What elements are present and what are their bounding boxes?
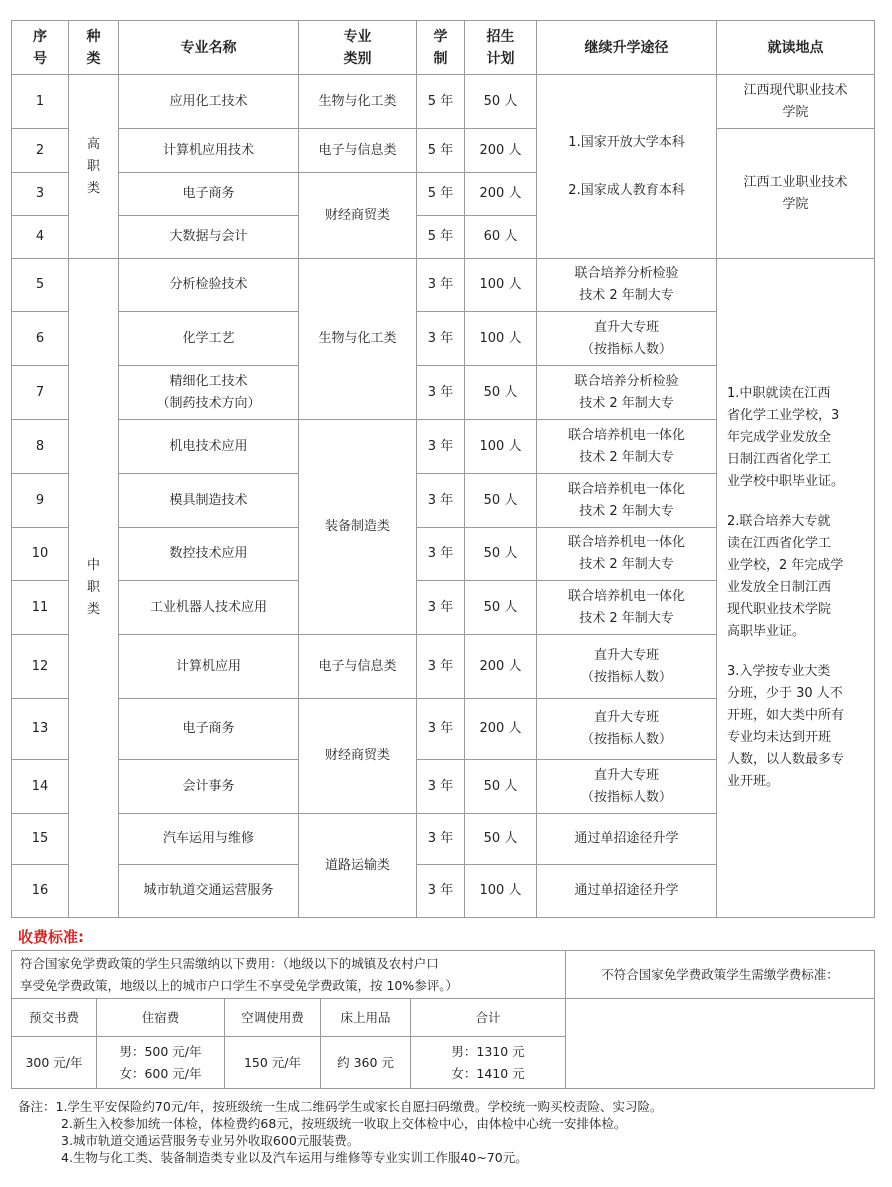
row-name: 化学工艺 [119,312,299,366]
row-plan: 60 人 [465,216,537,259]
secondary-location-line: 省化学工业学校，3 [727,408,840,423]
row-no: 15 [12,814,69,865]
header-years: 学 制 [417,21,465,75]
row-years: 3 年 [417,699,465,760]
row-years: 5 年 [417,216,465,259]
secondary-location-line: 1.中职就读在江西 [727,386,831,401]
val-dorm: 男：500 元/年 女：600 元/年 [97,1037,225,1089]
row-plan: 200 人 [465,173,537,216]
row-plan: 200 人 [465,635,537,699]
fee-header-row [12,999,875,1037]
row-name: 会计事务 [119,760,299,814]
table-header-row [12,21,875,75]
row-name: 工业机器人技术应用 [119,581,299,635]
note-2: 2.新生入校参加统一体检，体检费约68元，按班级统一收取上交体检中心，由体检中心统一安排体检。 [61,1116,627,1131]
row-no: 14 [12,760,69,814]
col-total: 合计 [411,999,566,1037]
row-path: 联合培养分析检验 技术 2 年制大专 [537,366,717,420]
row-name: 电子商务 [119,173,299,216]
row-path: 直升大专班 （按指标人数） [537,760,717,814]
secondary-location-line: 2.联合培养大专就 [727,514,831,529]
val-total: 男：1310 元 女：1410 元 [411,1037,566,1089]
secondary-location-line: 专业均未达到开班 [727,730,832,745]
row-years: 5 年 [417,129,465,173]
val-bedding: 约 360 元 [321,1037,411,1089]
row-years: 5 年 [417,173,465,216]
row-no: 10 [12,528,69,581]
secondary-location [717,259,875,918]
row-name: 计算机应用技术 [119,129,299,173]
row-no: 2 [12,129,69,173]
row-no: 9 [12,474,69,528]
secondary-location-line [727,643,874,661]
row-years: 3 年 [417,259,465,312]
row-no: 4 [12,216,69,259]
row-years: 3 年 [417,635,465,699]
row-name: 机电技术应用 [119,420,299,474]
row-plan: 50 人 [465,760,537,814]
row-name: 计算机应用 [119,635,299,699]
row-path: 通过单招途径升学 [537,865,717,918]
row-years: 3 年 [417,760,465,814]
row-plan: 200 人 [465,699,537,760]
row-name: 分析检验技术 [119,259,299,312]
extra-fee [566,999,875,1089]
row-years: 3 年 [417,312,465,366]
row-name: 汽车运用与维修 [119,814,299,865]
row-name: 精细化工技术 （制药技术方向） [119,366,299,420]
row-name: 数控技术应用 [119,528,299,581]
table-row [12,259,875,312]
row-no: 5 [12,259,69,312]
table-row [12,75,875,129]
row-category: 财经商贸类 [299,699,417,814]
secondary-location-line [727,493,874,511]
fee-desc-row [12,951,875,999]
row-category: 道路运输类 [299,814,417,918]
row-path: 通过单招途径升学 [537,814,717,865]
row-no: 8 [12,420,69,474]
header-path: 继续升学途径 [537,21,717,75]
location-2: 江西工业职业技术 学院 [717,129,875,259]
row-plan: 50 人 [465,474,537,528]
row-no: 6 [12,312,69,366]
row-plan: 100 人 [465,259,537,312]
row-no: 11 [12,581,69,635]
row-plan: 200 人 [465,129,537,173]
secondary-location-line: 分班，少于 30 人不 [727,686,843,701]
row-no: 1 [12,75,69,129]
row-path: 直升大专班 （按指标人数） [537,635,717,699]
row-name: 城市轨道交通运营服务 [119,865,299,918]
note-1: 备注：1.学生平安保险约70元/年，按班级统一生成二维码学生或家长自愿扫码缴费。学校统一购买校责险、实习险。 [18,1099,663,1114]
row-path: 直升大专班 （按指标人数） [537,699,717,760]
col-books: 预交书费 [12,999,97,1037]
secondary-location-line: 业学校，2 年完成学 [727,558,844,573]
row-no: 12 [12,635,69,699]
header-plan: 招生 计划 [465,21,537,75]
row-plan: 50 人 [465,75,537,129]
secondary-location-line: 业学校中职毕业证。 [727,474,845,489]
row-path: 联合培养机电一体化 技术 2 年制大专 [537,474,717,528]
row-plan: 50 人 [465,814,537,865]
secondary-location-line: 业开班。 [727,774,780,789]
row-path: 联合培养分析检验 技术 2 年制大专 [537,259,717,312]
row-category: 生物与化工类 [299,259,417,420]
secondary-location-line: 现代职业技术学院 [727,602,832,617]
fee-title: 收费标准: [18,928,84,946]
col-dorm: 住宿费 [97,999,225,1037]
row-path: 联合培养机电一体化 技术 2 年制大专 [537,420,717,474]
row-years: 3 年 [417,865,465,918]
row-plan: 50 人 [465,528,537,581]
row-path: 联合培养机电一体化 技术 2 年制大专 [537,581,717,635]
secondary-location-line: 业发放全日制江西 [727,580,832,595]
row-plan: 100 人 [465,312,537,366]
secondary-location-line: 日制江西省化学工 [727,452,832,467]
col-ac: 空调使用费 [225,999,321,1037]
higher-path: 1.国家开放大学本科 2.国家成人教育本科 [537,75,717,259]
val-ac: 150 元/年 [225,1037,321,1089]
row-category: 电子与信息类 [299,635,417,699]
row-no: 13 [12,699,69,760]
table-row [12,129,875,173]
kind-higher: 高 职 类 [69,75,119,259]
row-category: 电子与信息类 [299,129,417,173]
row-years: 5 年 [417,75,465,129]
header-location: 就读地点 [717,21,875,75]
val-books: 300 元/年 [12,1037,97,1089]
row-category: 装备制造类 [299,420,417,635]
row-years: 3 年 [417,814,465,865]
exempt-desc: 符合国家免学费政策的学生只需缴纳以下费用：（地级以下的城镇及农村户口 享受免学费政策，地级以上的城市户口学生不享受免学费政策，按 10%参评。） [12,951,566,999]
note-4: 4.生物与化工类、装备制造类专业以及汽车运用与维修等专业实训工作服40~70元。 [61,1150,528,1165]
secondary-location-line: 年完成学业发放全 [727,430,832,445]
note-3: 3.城市轨道交通运营服务专业另外收取600元服装费。 [61,1133,360,1148]
row-category: 财经商贸类 [299,173,417,259]
row-no: 16 [12,865,69,918]
row-years: 3 年 [417,528,465,581]
secondary-location-line: 人数，以人数最多专 [727,752,845,767]
non-exempt-desc: 不符合国家免学费政策学生需缴学费标准： [566,951,875,999]
row-plan: 50 人 [465,366,537,420]
row-path: 联合培养机电一体化 技术 2 年制大专 [537,528,717,581]
row-name: 电子商务 [119,699,299,760]
notes [18,1098,888,1166]
row-years: 3 年 [417,581,465,635]
row-years: 3 年 [417,420,465,474]
secondary-location-line: 读在江西省化学工 [727,536,832,551]
row-no: 3 [12,173,69,216]
row-no: 7 [12,366,69,420]
row-path: 直升大专班 （按指标人数） [537,312,717,366]
secondary-location-line: 3.入学按专业大类 [727,664,831,679]
row-plan: 100 人 [465,865,537,918]
fee-table [11,950,875,1089]
header-name: 专业名称 [119,21,299,75]
row-years: 3 年 [417,474,465,528]
location-1: 江西现代职业技术 学院 [717,75,875,129]
row-plan: 50 人 [465,581,537,635]
kind-secondary: 中 职 类 [69,259,119,918]
secondary-location-line: 开班，如大类中所有 [727,708,845,723]
major-table [11,20,875,918]
row-name: 大数据与会计 [119,216,299,259]
header-no: 序 号 [12,21,69,75]
secondary-location-line: 高职毕业证。 [727,624,806,639]
row-name: 应用化工技术 [119,75,299,129]
row-name: 模具制造技术 [119,474,299,528]
header-kind: 种 类 [69,21,119,75]
row-plan: 100 人 [465,420,537,474]
col-bedding: 床上用品 [321,999,411,1037]
row-category: 生物与化工类 [299,75,417,129]
row-years: 3 年 [417,366,465,420]
header-category: 专业 类别 [299,21,417,75]
